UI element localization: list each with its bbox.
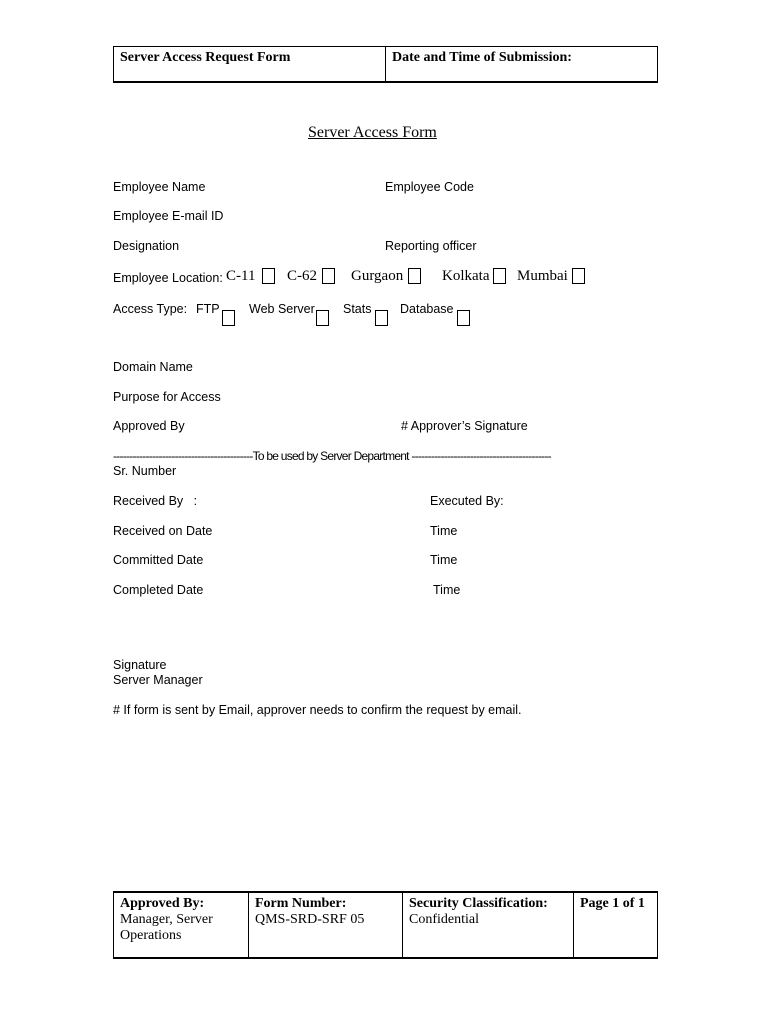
- location-c62-label: C-62: [287, 268, 317, 284]
- location-c62-checkbox[interactable]: [322, 268, 335, 284]
- designation-label: Designation: [113, 239, 180, 253]
- committed-time-label: Time: [430, 553, 458, 567]
- footer-form-number-cell: [249, 893, 403, 957]
- domain-name-label: Domain Name: [113, 360, 193, 374]
- executed-by-label: Executed By:: [430, 494, 504, 508]
- server-manager-label: Server Manager: [113, 673, 203, 687]
- location-kolkata-checkbox[interactable]: [493, 268, 506, 284]
- access-database-label: Database: [400, 302, 454, 316]
- access-type-label: Access Type:: [113, 302, 188, 316]
- approver-signature-label: # Approver’s Signature: [401, 419, 528, 433]
- location-gurgaon-label: Gurgaon: [351, 268, 404, 284]
- employee-code-label: Employee Code: [385, 180, 474, 194]
- location-c11-label: C-11: [226, 268, 256, 284]
- server-department-divider: -------------------------------------------To be used by Server Department -------------------------------------------: [113, 449, 551, 463]
- committed-date-label: Committed Date: [113, 553, 204, 567]
- footer-security-value: Confidential: [409, 912, 479, 927]
- footer-approved-by-label: Approved By:: [120, 896, 205, 911]
- header-form-title-cell: [114, 47, 386, 81]
- footer-approved-by-cell: [114, 893, 249, 957]
- footer-security-cell: [403, 893, 574, 957]
- footer-table: [113, 891, 658, 959]
- approved-by-label: Approved By: [113, 419, 185, 433]
- footer-form-number-label: Form Number:: [255, 896, 347, 911]
- received-by-label: Received By :: [113, 494, 198, 508]
- signature-label: Signature: [113, 658, 167, 672]
- reporting-officer-label: Reporting officer: [385, 239, 477, 253]
- location-mumbai-label: Mumbai: [517, 268, 568, 284]
- footer-page-number: Page 1 of 1: [580, 896, 645, 911]
- header-submission-label: Date and Time of Submission:: [392, 50, 572, 65]
- footer-approved-by-value: Manager, Server Operations: [120, 912, 213, 943]
- location-kolkata-label: Kolkata: [442, 268, 490, 284]
- footer-security-label: Security Classification:: [409, 896, 548, 911]
- footer-page-cell: [574, 893, 657, 957]
- sr-number-label: Sr. Number: [113, 464, 177, 478]
- location-mumbai-checkbox[interactable]: [572, 268, 585, 284]
- location-gurgaon-checkbox[interactable]: [408, 268, 421, 284]
- email-confirmation-note: # If form is sent by Email, approver needs to confirm the request by email.: [113, 703, 522, 717]
- access-ftp-label: FTP: [196, 302, 220, 316]
- access-web-server-label: Web Server: [249, 302, 315, 316]
- access-ftp-checkbox[interactable]: [222, 310, 235, 326]
- location-c11-checkbox[interactable]: [262, 268, 275, 284]
- access-web-server-checkbox[interactable]: [316, 310, 329, 326]
- employee-location-label: Employee Location:: [113, 271, 223, 285]
- header-submission-cell: [386, 47, 657, 81]
- purpose-label: Purpose for Access: [113, 390, 221, 404]
- page-title: Server Access Form: [308, 124, 437, 141]
- employee-name-label: Employee Name: [113, 180, 206, 194]
- access-stats-checkbox[interactable]: [375, 310, 388, 326]
- completed-time-label: Time: [433, 583, 461, 597]
- employee-email-label: Employee E-mail ID: [113, 209, 224, 223]
- footer-form-number-value: QMS-SRD-SRF 05: [255, 912, 365, 927]
- received-on-date-label: Received on Date: [113, 524, 213, 538]
- header-table: [113, 46, 658, 83]
- access-database-checkbox[interactable]: [457, 310, 470, 326]
- access-stats-label: Stats: [343, 302, 372, 316]
- header-form-title: Server Access Request Form: [120, 50, 291, 65]
- completed-date-label: Completed Date: [113, 583, 204, 597]
- received-time-label: Time: [430, 524, 458, 538]
